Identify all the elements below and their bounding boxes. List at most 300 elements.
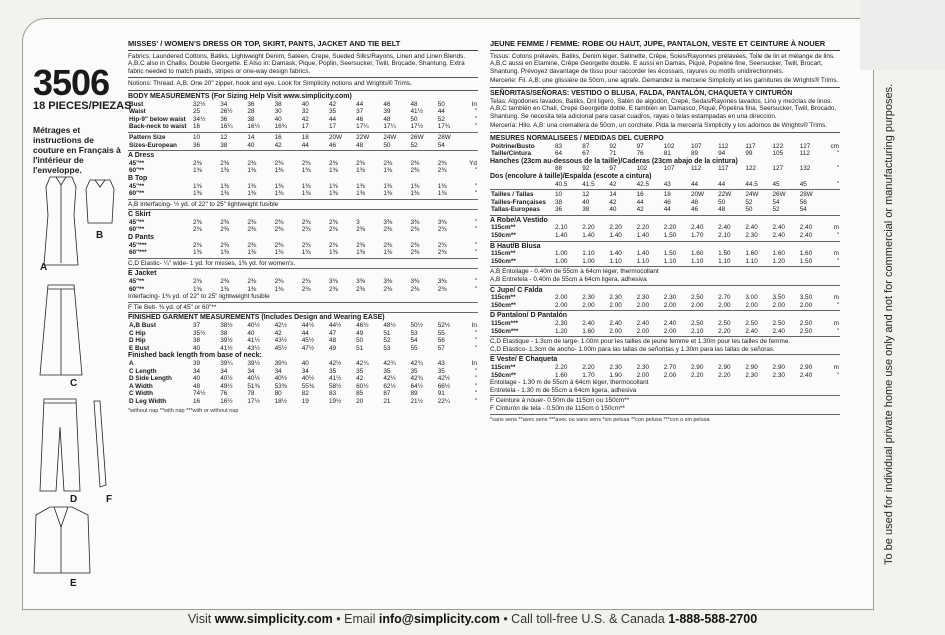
table-cell: 16 <box>274 133 282 141</box>
table-cell: 37 <box>356 108 364 116</box>
table-row <box>490 328 840 336</box>
phone-number: 1-888-588-2700 <box>668 612 758 626</box>
row-label: Back-neck to waist <box>129 123 187 131</box>
sketch-d-pants <box>40 399 80 491</box>
table-cell: 42½ <box>383 375 396 383</box>
row-label: C Width <box>129 390 154 398</box>
table-cell: 40 <box>193 344 201 352</box>
table-row <box>128 390 478 398</box>
table-cell: 1.00 <box>555 257 568 265</box>
table-cell: 83 <box>555 142 563 150</box>
table-cell: 2.50 <box>799 320 813 327</box>
table-cell: 1.10 <box>636 257 650 265</box>
table-cell: 38 <box>274 100 282 108</box>
table-cell: 28W <box>799 191 813 199</box>
unit-cell: " <box>474 382 477 390</box>
table-cell: 2.40 <box>718 224 731 232</box>
table-cell: 40 <box>301 359 309 367</box>
divider <box>490 132 840 133</box>
table-cell: 48 <box>356 141 364 149</box>
table-cell: 2⅜ <box>437 226 447 234</box>
unit-cell: m <box>833 363 839 371</box>
table-cell: 42¾ <box>356 359 369 367</box>
table-cell: 2.20 <box>663 224 677 232</box>
table-cell: 3⅜ <box>410 278 420 286</box>
table-row <box>128 330 478 338</box>
table-cell: 112 <box>799 150 810 158</box>
table-cell: 60½ <box>356 382 369 390</box>
table-cell: 3⅜ <box>356 278 366 286</box>
table-cell: 14 <box>609 191 617 199</box>
table-cell: 20W <box>690 191 705 199</box>
table-cell: 2.20 <box>555 363 568 371</box>
dos-heading: Dos (encolure à taille)/Espalda (escote a cintura) <box>490 172 652 180</box>
table-row <box>128 278 478 286</box>
sketch-label-d: D <box>70 494 78 505</box>
b-top-yardage-table <box>128 183 478 198</box>
table-cell: 44 <box>356 100 364 108</box>
table-cell: 53⅜ <box>274 382 288 390</box>
row-label: Tallas-Europeas <box>491 206 540 214</box>
table-cell: 3.50 <box>799 294 813 302</box>
table-cell: 20 <box>356 397 364 405</box>
table-cell: 1⅜ <box>193 285 202 293</box>
sketch-e-jacket <box>34 507 90 573</box>
table-cell: 1⅜ <box>247 249 257 257</box>
table-cell: 105 <box>772 150 784 158</box>
table-cell: 32 <box>301 108 309 116</box>
row-label: D Hip <box>129 337 146 345</box>
table-cell: 45½ <box>274 344 288 352</box>
table-cell: 48 <box>690 198 699 206</box>
table-cell: 38 <box>247 115 255 123</box>
table-cell: 45 <box>772 180 780 188</box>
table-cell: 2⅜ <box>274 241 284 249</box>
website-link[interactable]: www.simplicity.com <box>214 612 333 626</box>
table-cell: 1⅜ <box>274 182 284 190</box>
table-cell: 2⅜ <box>356 285 366 293</box>
table-cell: 1⅜ <box>274 190 284 198</box>
merceria-text: Mercería: Hilo. A,B: una cremallera de 50cm, un corchete. Pida la mercería Simplicity y los adornos de Wrights® Trims. <box>490 122 828 130</box>
table-cell: 16¼ <box>220 123 233 131</box>
table-cell: 2⅜ <box>410 241 420 249</box>
table-row <box>128 242 478 250</box>
table-cell: 22W <box>356 133 370 141</box>
table-cell: 42 <box>328 100 337 108</box>
table-cell: 1.10 <box>718 257 731 265</box>
table-cell: 2.10 <box>690 327 704 335</box>
table-cell: 2⅜ <box>247 278 257 286</box>
unit-cell: " <box>836 165 839 173</box>
table-cell: 44 <box>301 141 309 149</box>
table-cell: 40 <box>609 206 617 214</box>
pattern-sizes-table <box>128 134 478 149</box>
table-cell: 17½ <box>410 123 423 131</box>
table-cell: 50½ <box>410 322 423 329</box>
e-jacket-heading: E Jacket <box>128 270 157 278</box>
table-cell: 2.00 <box>772 301 785 309</box>
table-cell: 2.50 <box>690 320 704 327</box>
unit-cell: " <box>474 337 477 345</box>
table-cell: 1⅜ <box>220 190 230 198</box>
body-measurements-table <box>128 101 478 131</box>
table-cell: 40 <box>247 141 255 149</box>
email-label: • Email <box>332 612 379 626</box>
table-cell: 18 <box>301 133 309 141</box>
table-cell: 2.00 <box>636 301 650 309</box>
table-cell: 67 <box>582 150 590 158</box>
table-cell: 2⅜ <box>193 218 202 226</box>
table-cell: 19½ <box>328 397 342 405</box>
table-cell: 1⅜ <box>383 182 393 190</box>
unit-cell: m <box>833 320 839 327</box>
table-cell: 2.00 <box>745 301 758 309</box>
table-cell: 1⅜ <box>410 182 420 190</box>
table-cell: 2.10 <box>555 224 568 232</box>
table-cell: 2.10 <box>718 232 731 240</box>
sketch-label-f: F <box>106 494 113 505</box>
unit-cell: " <box>474 108 477 116</box>
table-cell: 46½ <box>356 322 369 329</box>
table-cell: 42 <box>356 375 364 383</box>
table-cell: 17 <box>328 123 337 131</box>
table-cell: 1.60 <box>555 371 568 379</box>
table-cell: 3⅜ <box>437 218 447 226</box>
table-cell: 44 <box>636 198 644 206</box>
table-cell: 2⅜ <box>356 226 366 234</box>
table-cell: 2.40 <box>772 232 785 240</box>
tailles-table <box>490 191 840 214</box>
table-cell: 10 <box>555 191 563 199</box>
table-cell: 36 <box>247 100 255 108</box>
table-cell: 52 <box>410 141 418 149</box>
table-cell: 40 <box>193 375 201 383</box>
table-cell: 38 <box>555 198 563 206</box>
table-cell: 64½ <box>410 382 423 390</box>
table-cell: 2⅜ <box>328 285 338 293</box>
table-cell: 54 <box>799 206 807 214</box>
table-cell: 2⅜ <box>247 159 257 167</box>
table-cell: 1⅜ <box>356 167 366 175</box>
table-cell: 2.20 <box>636 224 650 232</box>
table-cell: 2⅜ <box>220 241 230 249</box>
table-row <box>490 294 840 302</box>
d-pantalon-heading: D Pantalon/ D Pantalón <box>490 312 568 320</box>
row-label: E Bust <box>129 344 150 352</box>
row-label: Waist <box>129 108 146 116</box>
row-label: A,B Bust <box>129 322 156 329</box>
table-cell: 26W <box>772 191 786 199</box>
row-label: Poitrine/Busto <box>491 142 535 150</box>
table-row <box>128 375 478 383</box>
table-cell: 1.10 <box>663 257 677 265</box>
table-cell: 47 <box>328 329 337 337</box>
unit-cell: In <box>471 359 477 367</box>
ab-entoilage-text: A,B Entoilage - 0.40m de 55cm à 64cm léger, thermocollant A,B Entretela - 0.40m de 55cm a 64cm ligera, adhesiva <box>490 268 840 285</box>
table-cell: 42 <box>609 198 617 206</box>
table-cell: 46 <box>663 198 671 206</box>
table-cell: 25 <box>193 108 201 116</box>
table-cell: 2⅜ <box>383 285 393 293</box>
table-cell: 1⅜ <box>193 190 202 198</box>
table-row <box>128 345 478 353</box>
mesures-heading: MESURES NORMALISEES / MEDIDAS DEL CUERPO <box>490 134 664 142</box>
table-cell: 16 <box>193 123 201 131</box>
row-label: 45"** <box>129 159 145 167</box>
table-cell: 44 <box>301 329 309 337</box>
table-cell: 2⅜ <box>301 241 311 249</box>
table-cell: 50 <box>718 198 726 206</box>
table-cell: 2⅜ <box>247 218 257 226</box>
french-instructions-note: Métrages et instructions de couture en Français à l'intérieur de l'enveloppe. <box>33 125 121 175</box>
table-cell: 48½ <box>383 322 396 329</box>
table-cell: 2.30 <box>745 232 758 240</box>
table-cell: 2⅜ <box>193 159 202 167</box>
table-cell: 1⅜ <box>328 190 338 198</box>
table-cell: 2⅜ <box>410 226 420 234</box>
ab-interfacing-text: A,B Interfacing- ½ yd. of 22" to 25" lightweight fusible <box>128 201 478 211</box>
table-cell: 52 <box>772 206 780 214</box>
table-cell: 1⅜ <box>356 249 366 257</box>
table-cell: 22¼ <box>437 397 451 405</box>
table-cell: 55 <box>437 329 445 337</box>
table-cell: 127 <box>772 165 784 173</box>
table-cell: 2⅜ <box>383 159 393 167</box>
table-cell: 2.50 <box>799 327 813 335</box>
table-cell: 41½ <box>328 375 342 383</box>
table-row <box>128 322 478 330</box>
row-label: Taille/Cintura <box>491 150 532 158</box>
table-row <box>490 165 840 173</box>
d-pants-heading: D Pants <box>128 234 155 242</box>
table-cell: 44 <box>328 115 337 123</box>
table-cell: 2.00 <box>799 301 813 309</box>
table-cell: 42 <box>636 206 644 214</box>
email-link[interactable]: info@simplicity.com <box>378 612 500 626</box>
table-cell: 2.00 <box>663 301 677 309</box>
table-row <box>128 337 478 345</box>
c-skirt-heading: C Skirt <box>128 211 151 219</box>
table-cell: 44 <box>437 108 445 116</box>
table-cell: 2⅜ <box>328 226 338 234</box>
row-label: Pattern Size <box>129 133 166 141</box>
sketch-label-a: A <box>40 262 48 273</box>
table-cell: 2.40 <box>690 224 704 232</box>
unit-cell: " <box>474 115 477 123</box>
table-cell: 55 <box>410 344 418 352</box>
table-cell: 50 <box>410 115 418 123</box>
dos-table <box>490 181 840 189</box>
unit-cell: " <box>836 327 839 335</box>
table-cell: 50 <box>383 141 391 149</box>
french-spanish-column <box>490 40 840 424</box>
table-row <box>490 232 840 240</box>
table-cell: 3⅜ <box>383 218 393 226</box>
table-cell: 2.70 <box>663 363 677 371</box>
table-row <box>490 372 840 380</box>
row-label: A Width <box>129 382 153 390</box>
unit-cell: " <box>836 180 839 188</box>
table-cell: 44½ <box>328 322 342 329</box>
unit-cell: " <box>474 375 477 383</box>
table-cell: 57 <box>437 344 445 352</box>
table-cell: 39½ <box>220 337 233 345</box>
table-cell: 1⅜ <box>301 249 311 257</box>
table-cell: 1⅜ <box>437 190 447 198</box>
row-label: 150cm** <box>491 232 516 240</box>
row-label: 115cm** <box>491 363 516 371</box>
table-row <box>128 368 478 376</box>
table-cell: 2.50 <box>772 320 785 327</box>
table-cell: 40½ <box>301 375 315 383</box>
table-cell: 107 <box>663 165 675 173</box>
row-label <box>490 181 554 189</box>
mercerie-text: Mercerie: Fil. A,B: une glissière de 50cm, une agrafe. Demandez la mercerie Simplicity et les garnitures de Wrights® Trims. <box>490 77 839 85</box>
table-row <box>128 160 478 168</box>
table-cell: 2⅜ <box>356 241 366 249</box>
table-cell: 2⅜ <box>274 226 284 234</box>
row-label: 150cm** <box>491 257 516 265</box>
table-row <box>128 190 478 198</box>
table-cell: 2⅜ <box>410 249 420 257</box>
english-title: MISSES' / WOMEN'S DRESS OR TOP, SKIRT, PANTS, JACKET AND TIE BELT <box>128 40 478 51</box>
unit-cell: " <box>474 249 477 257</box>
table-cell: 39¼ <box>220 359 233 367</box>
table-cell: 66½ <box>437 382 451 390</box>
table-cell: 49½ <box>220 382 233 390</box>
table-cell: 52 <box>383 337 391 345</box>
table-cell: 85 <box>356 390 364 398</box>
table-cell: 2⅜ <box>437 159 447 167</box>
table-row <box>128 183 478 191</box>
table-cell: 2⅜ <box>301 218 311 226</box>
table-cell: 47½ <box>301 344 315 352</box>
table-cell: 2⅜ <box>383 226 393 234</box>
table-row <box>128 219 478 227</box>
table-cell: 41½ <box>247 337 260 345</box>
table-cell: 35½ <box>193 329 206 337</box>
table-cell: 2⅜ <box>274 218 284 226</box>
row-label: 45"** <box>129 278 145 286</box>
table-cell: 41½ <box>410 108 423 116</box>
table-row <box>128 226 478 234</box>
table-cell: 48 <box>718 206 726 214</box>
table-cell: 1.60 <box>799 250 813 258</box>
table-cell: 12 <box>220 133 228 141</box>
table-row <box>128 134 478 142</box>
table-cell: 1⅜ <box>383 190 393 198</box>
contact-footer <box>0 612 945 635</box>
table-cell: 40.5 <box>555 180 568 188</box>
table-cell: 2⅜ <box>247 226 257 234</box>
divider <box>128 77 478 78</box>
table-cell: 2.40 <box>636 320 650 327</box>
table-cell: 53 <box>410 329 418 337</box>
table-cell: 44½ <box>301 322 315 329</box>
table-row <box>490 320 840 328</box>
row-label: 150cm*** <box>491 327 519 335</box>
table-cell: 3 <box>356 218 360 226</box>
table-cell: 76 <box>636 150 644 158</box>
table-cell: 48 <box>328 337 337 345</box>
table-cell: 38 <box>582 206 590 214</box>
table-cell: 74½ <box>193 390 206 398</box>
table-cell: 2.40 <box>745 327 758 335</box>
table-row <box>128 286 478 294</box>
table-cell: 1⅜ <box>193 249 202 257</box>
table-cell: 20W <box>328 133 343 141</box>
table-cell: 2⅜ <box>193 226 202 234</box>
unit-cell: m <box>833 294 839 302</box>
table-cell: 2.30 <box>609 294 622 302</box>
table-cell: 2.40 <box>799 224 813 232</box>
table-cell: 2.30 <box>555 320 568 327</box>
table-cell: 97 <box>636 142 644 150</box>
table-cell: 42 <box>274 141 282 149</box>
finished-length-table <box>128 360 478 406</box>
private-use-notice: To be used for individual private home use only and not for commercial or manufacturing purposes. <box>883 83 895 565</box>
table-cell: 78 <box>247 390 255 398</box>
unit-cell: " <box>836 371 839 379</box>
table-cell: 2.40 <box>745 224 758 232</box>
table-cell: 45½ <box>301 337 315 345</box>
table-cell: 40 <box>247 329 255 337</box>
unit-cell: " <box>836 232 839 240</box>
table-cell: 28 <box>247 108 255 116</box>
table-cell: 18½ <box>274 397 288 405</box>
row-label: 60"*** <box>129 249 147 257</box>
row-label: 150cm** <box>491 371 516 379</box>
table-cell: 107 <box>690 142 702 150</box>
table-cell: 3.50 <box>772 294 785 302</box>
table-cell: 2.90 <box>718 363 731 371</box>
unit-cell: " <box>474 285 477 293</box>
table-cell: 2⅜ <box>220 159 230 167</box>
table-cell: 1⅜ <box>193 167 202 175</box>
table-cell: 34 <box>301 367 309 375</box>
table-cell: 46 <box>690 206 699 214</box>
table-row <box>128 167 478 175</box>
pieces-count: 18 PIECES/PIEZAS <box>33 100 132 112</box>
row-label: Hip-9" below waist <box>129 115 186 123</box>
table-cell: 76 <box>220 390 228 398</box>
table-cell: 1.40 <box>555 232 568 240</box>
table-row <box>490 150 840 158</box>
unit-cell: " <box>474 123 477 131</box>
row-label: 115cm** <box>491 294 516 302</box>
a-robe-heading: A Robe/A Vestido <box>490 216 548 224</box>
fabrics-text: Fabrics: Laundered Cottons, Batiks, Lightweight Denim, Sateen, Crepe, Sueded Silks/Rayons, Linen and Linen Blends. A,B,C also in Challis, Double Georgette. E Also in: Damask, Pique, Poplin, Seersucker, Twill, Brocade, Shantung. Extra fabric needed to match plaids, stripes or one-way design fabrics. <box>128 52 466 75</box>
table-cell: 40 <box>301 100 309 108</box>
table-row <box>128 249 478 257</box>
table-cell: 3.00 <box>745 294 758 302</box>
row-label: 115cm*** <box>491 320 519 327</box>
table-cell: 1⅜ <box>193 182 202 190</box>
unit-cell: " <box>474 329 477 337</box>
table-cell: 1.40 <box>609 232 622 240</box>
table-cell: 2.30 <box>663 294 677 302</box>
table-cell: 42¾ <box>410 359 423 367</box>
e-veste-heading: E Veste/ E Chaqueta <box>490 356 558 364</box>
table-cell: 2⅜ <box>220 226 230 234</box>
table-cell: 2.30 <box>745 371 758 379</box>
table-cell: 54 <box>410 337 418 345</box>
visit-label: Visit <box>187 612 215 626</box>
table-cell: 50 <box>745 206 753 214</box>
table-cell: 35 <box>383 367 391 375</box>
table-cell: 1⅜ <box>247 285 257 293</box>
table-cell: 24W <box>745 191 759 199</box>
